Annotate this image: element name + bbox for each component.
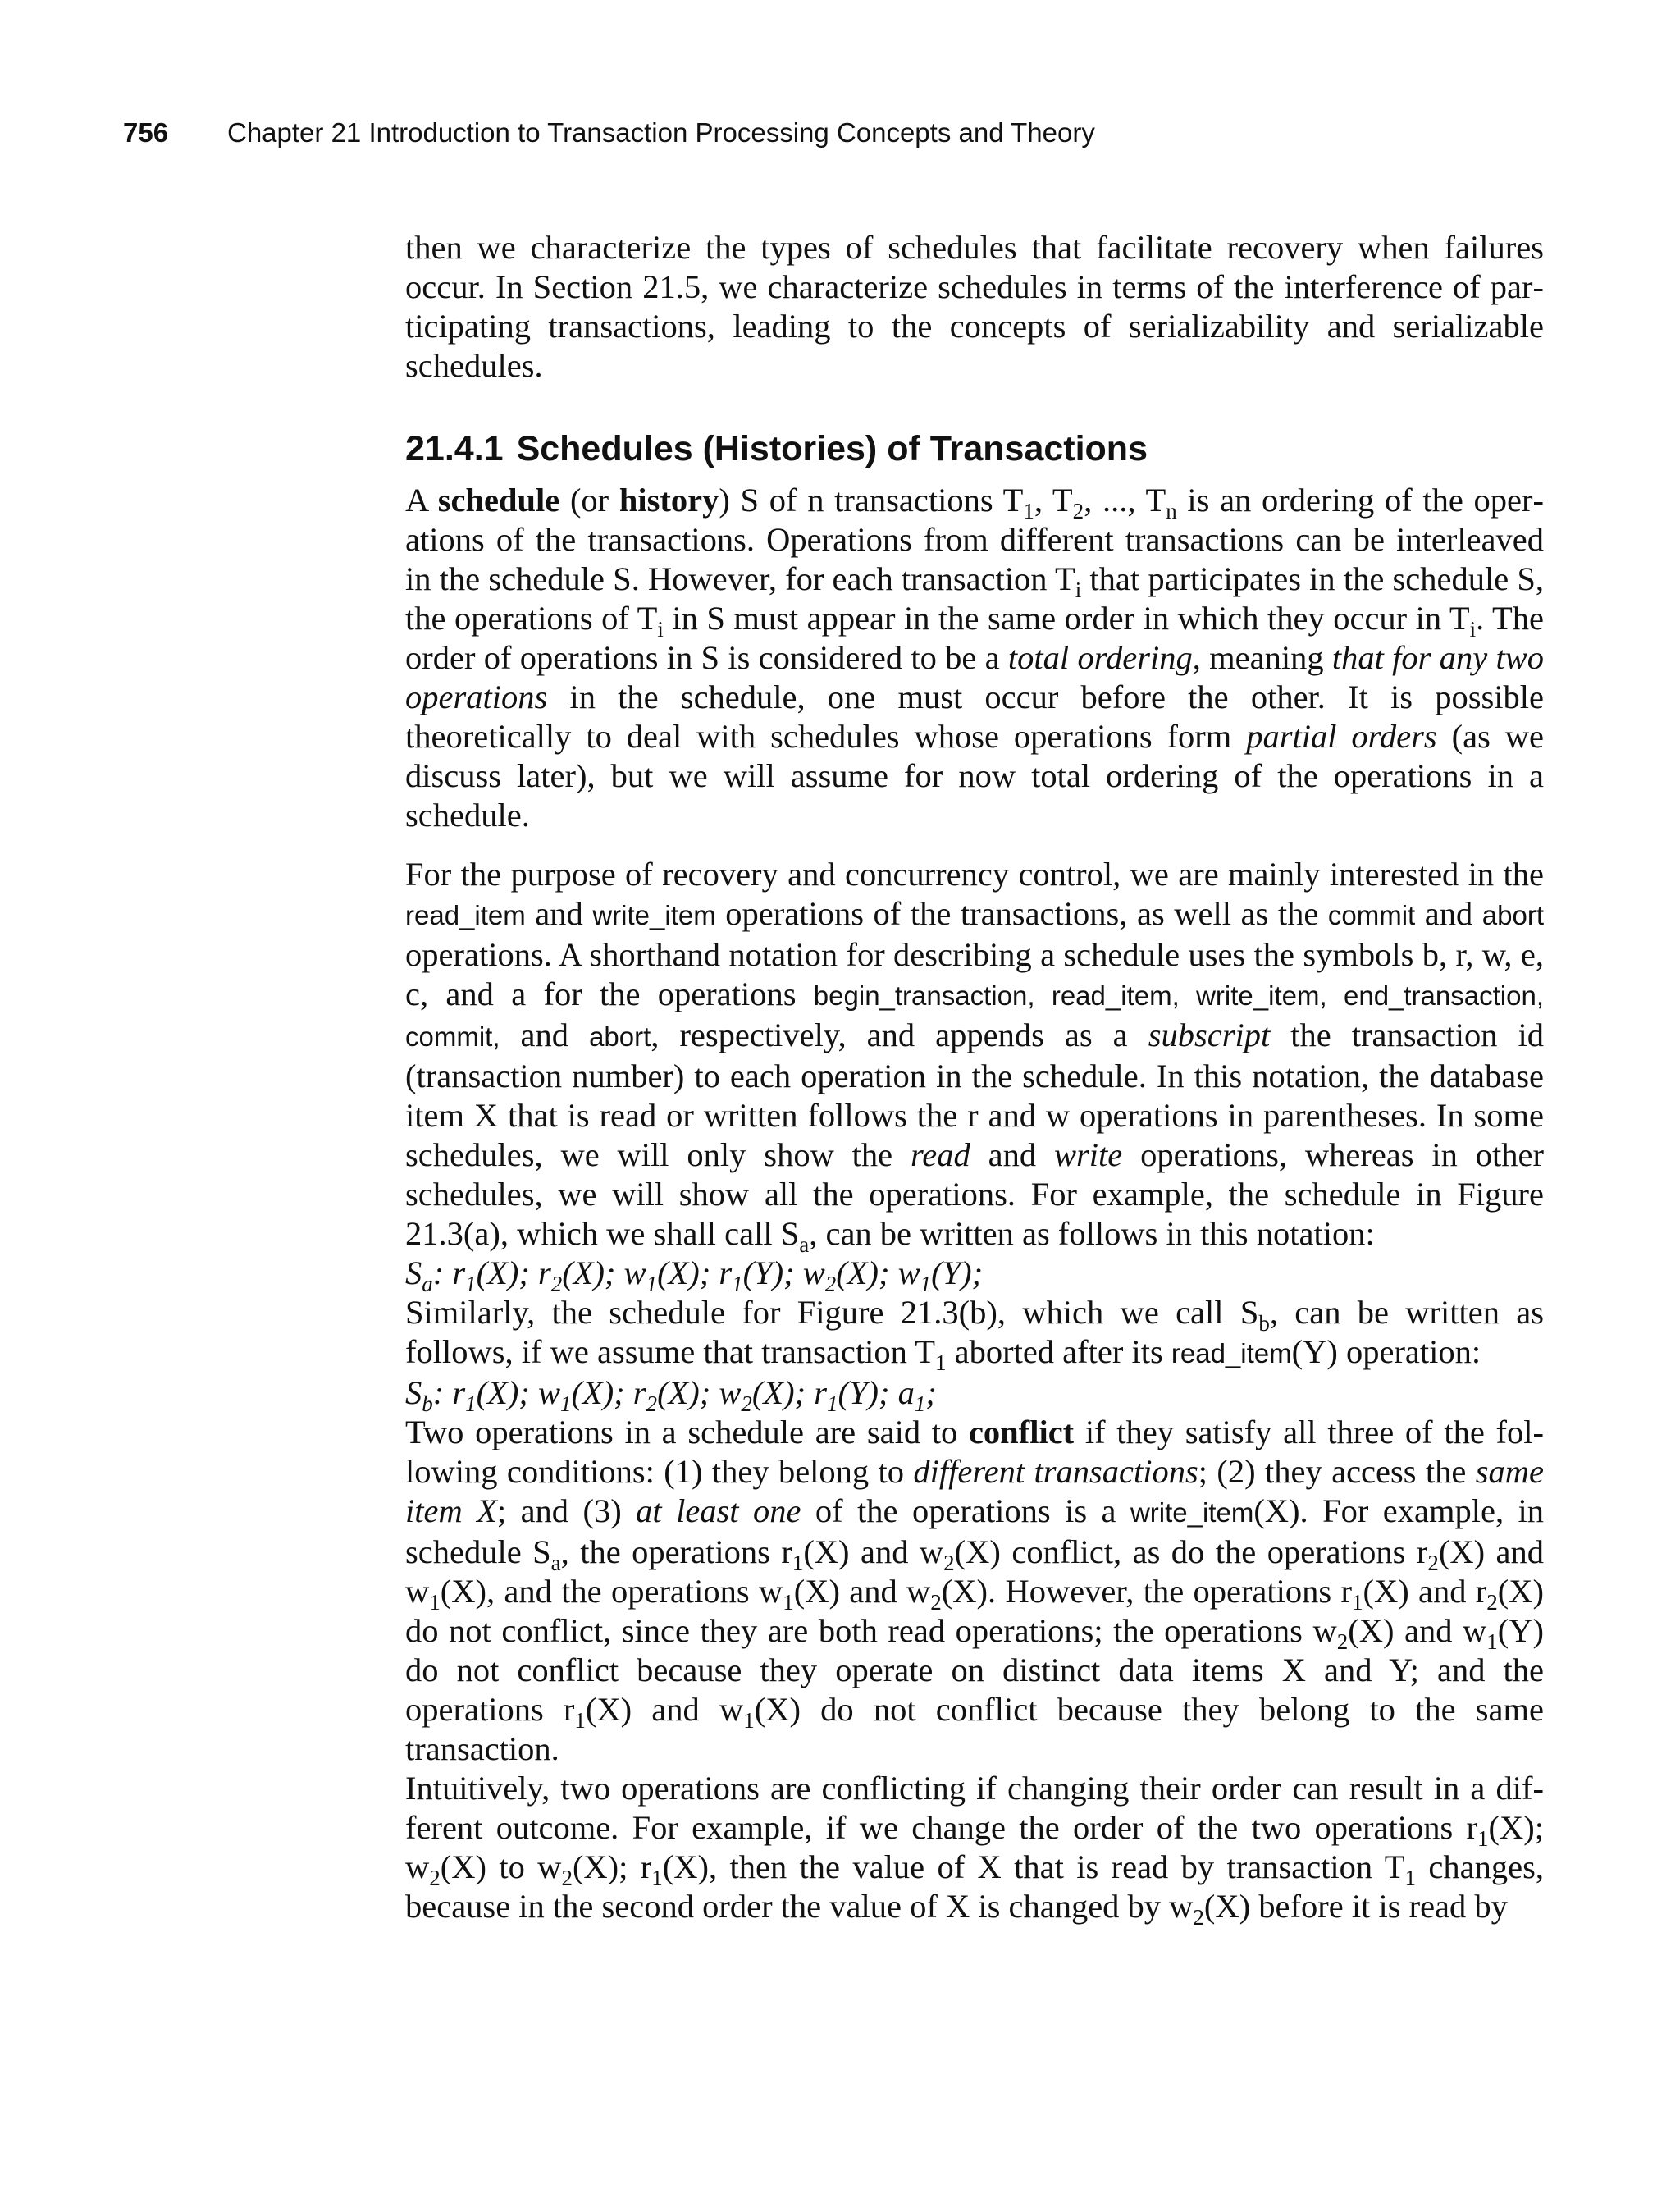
- paragraph-conflict: Two operations in a schedule are said to conflict if they satisfy all three of the following conditions: (1) they belong to different transactions; (2) they access the same item X; and (3) at least one of the operations is a write_item(X). For example, in schedule $S_a$, the operations $r_1(X)$ and $w_2(X)$ conflict, as do the operations $r_2(X)$ and $w_1(X)$, and the operations $w_1(X)$ and $w_2(X)$. However, the operations $r_1(X)$ and $r_2(X)$ do not conflict, since they are both read operations; the operations $w_2(X)$ and $w_1(Y)$ do not conflict because they operate on distinct data items X and Y; and the operations $r_1(X)$ and $w_1(X)$ do not conflict because they belong to the same transaction.: [405, 1414, 1545, 1767]
- term-conflict: conflict: [968, 1414, 1075, 1450]
- term-history: history: [619, 482, 719, 519]
- page-number: 756: [123, 117, 169, 148]
- paragraph-similarly: Similarly, the schedule for Figure 21.3(b), which we call $S_b$, can be written as follows, if we assume that transaction $T_1$ aborted after its read_item(Y) operation:: [405, 1294, 1544, 1375]
- running-head: [123, 117, 1095, 148]
- paragraph-intuitively: Intuitively, two operations are conflicting if changing their order can result in a different outcome. For example, if we change the order of the two operations $r_1(X)$; $w_2(X)$ to $w_2(X)$; $r_1(X)$, then the value of X that is read by transaction $T_1$ changes, because in the second order the value of X is changed by $w_2(X)$ before it is read by: [405, 1770, 1544, 1930]
- schedule-a-formula: $S_a$: $r_1(X)$; $r_2(X)$; $w_1(X)$; $r_1(Y)$; $w_2(X)$; $w_1(Y)$;: [405, 1254, 984, 1296]
- chapter-title: Chapter 21 Introduction to Transaction Processing Concepts and Theory: [227, 117, 1095, 148]
- paragraph-definition: A schedule (or history) S of n transactions $T_1$, $T_2$, ..., $T_n$ is an ordering of the operations of the transactions. Operations from different transactions can be interleaved in the schedule S. However, for each transaction $T_i$ that participates in the schedule S, the operations of $T_i$ in S must appear in the same order in which they occur in $T_i$. The order of operations in S is considered to be a total ordering, meaning that for any two operations in the schedule, one must occur before the other. It is possible theoretically to deal with schedules whose operations form partial orders (as we discuss later), but we will assume for now total ordering of the operations in a schedule.: [405, 482, 1545, 834]
- body-text: [405, 228, 1545, 1930]
- schedule-b-formula: $S_b$: $r_1(X)$; $w_1(X)$; $r_2(X)$; $w_2(X)$; $r_1(Y)$; $a_1$;: [405, 1374, 937, 1416]
- section-number: 21.4.1: [405, 429, 504, 468]
- term-schedule: schedule: [437, 482, 560, 519]
- paragraph-notation: For the purpose of recovery and concurrency control, we are mainly interested in the read_item and write_item operations of the transactions, as well as the commit and abort operations. A shorthand notation for describing a schedule uses the symbols b, r, w, e, c, and a for the operations begin_transaction, read_item, write_item, end_transaction, commit, and abort, respectively, and appends as a subscript the transaction id (transaction number) to each operation in the schedule. In this notation, the database item X that is read or written follows the r and w operations in parentheses. In some schedules, we will only show the read and write operations, whereas in other schedules, we will show all the operations. For example, the schedule in Figure 21.3(a), which we shall call $S_a$, can be written as follows in this notation:: [405, 856, 1545, 1257]
- intro-paragraph: then we characterize the types of schedules that facilitate recovery when failures occur. In Section 21.5, we characterize schedules in terms of the interference of participating transactions, leading to the concepts of serializability and serializable schedules.: [405, 229, 1544, 384]
- section-title: Schedules (Histories) of Transactions: [516, 429, 1148, 468]
- section-heading: [405, 428, 1544, 469]
